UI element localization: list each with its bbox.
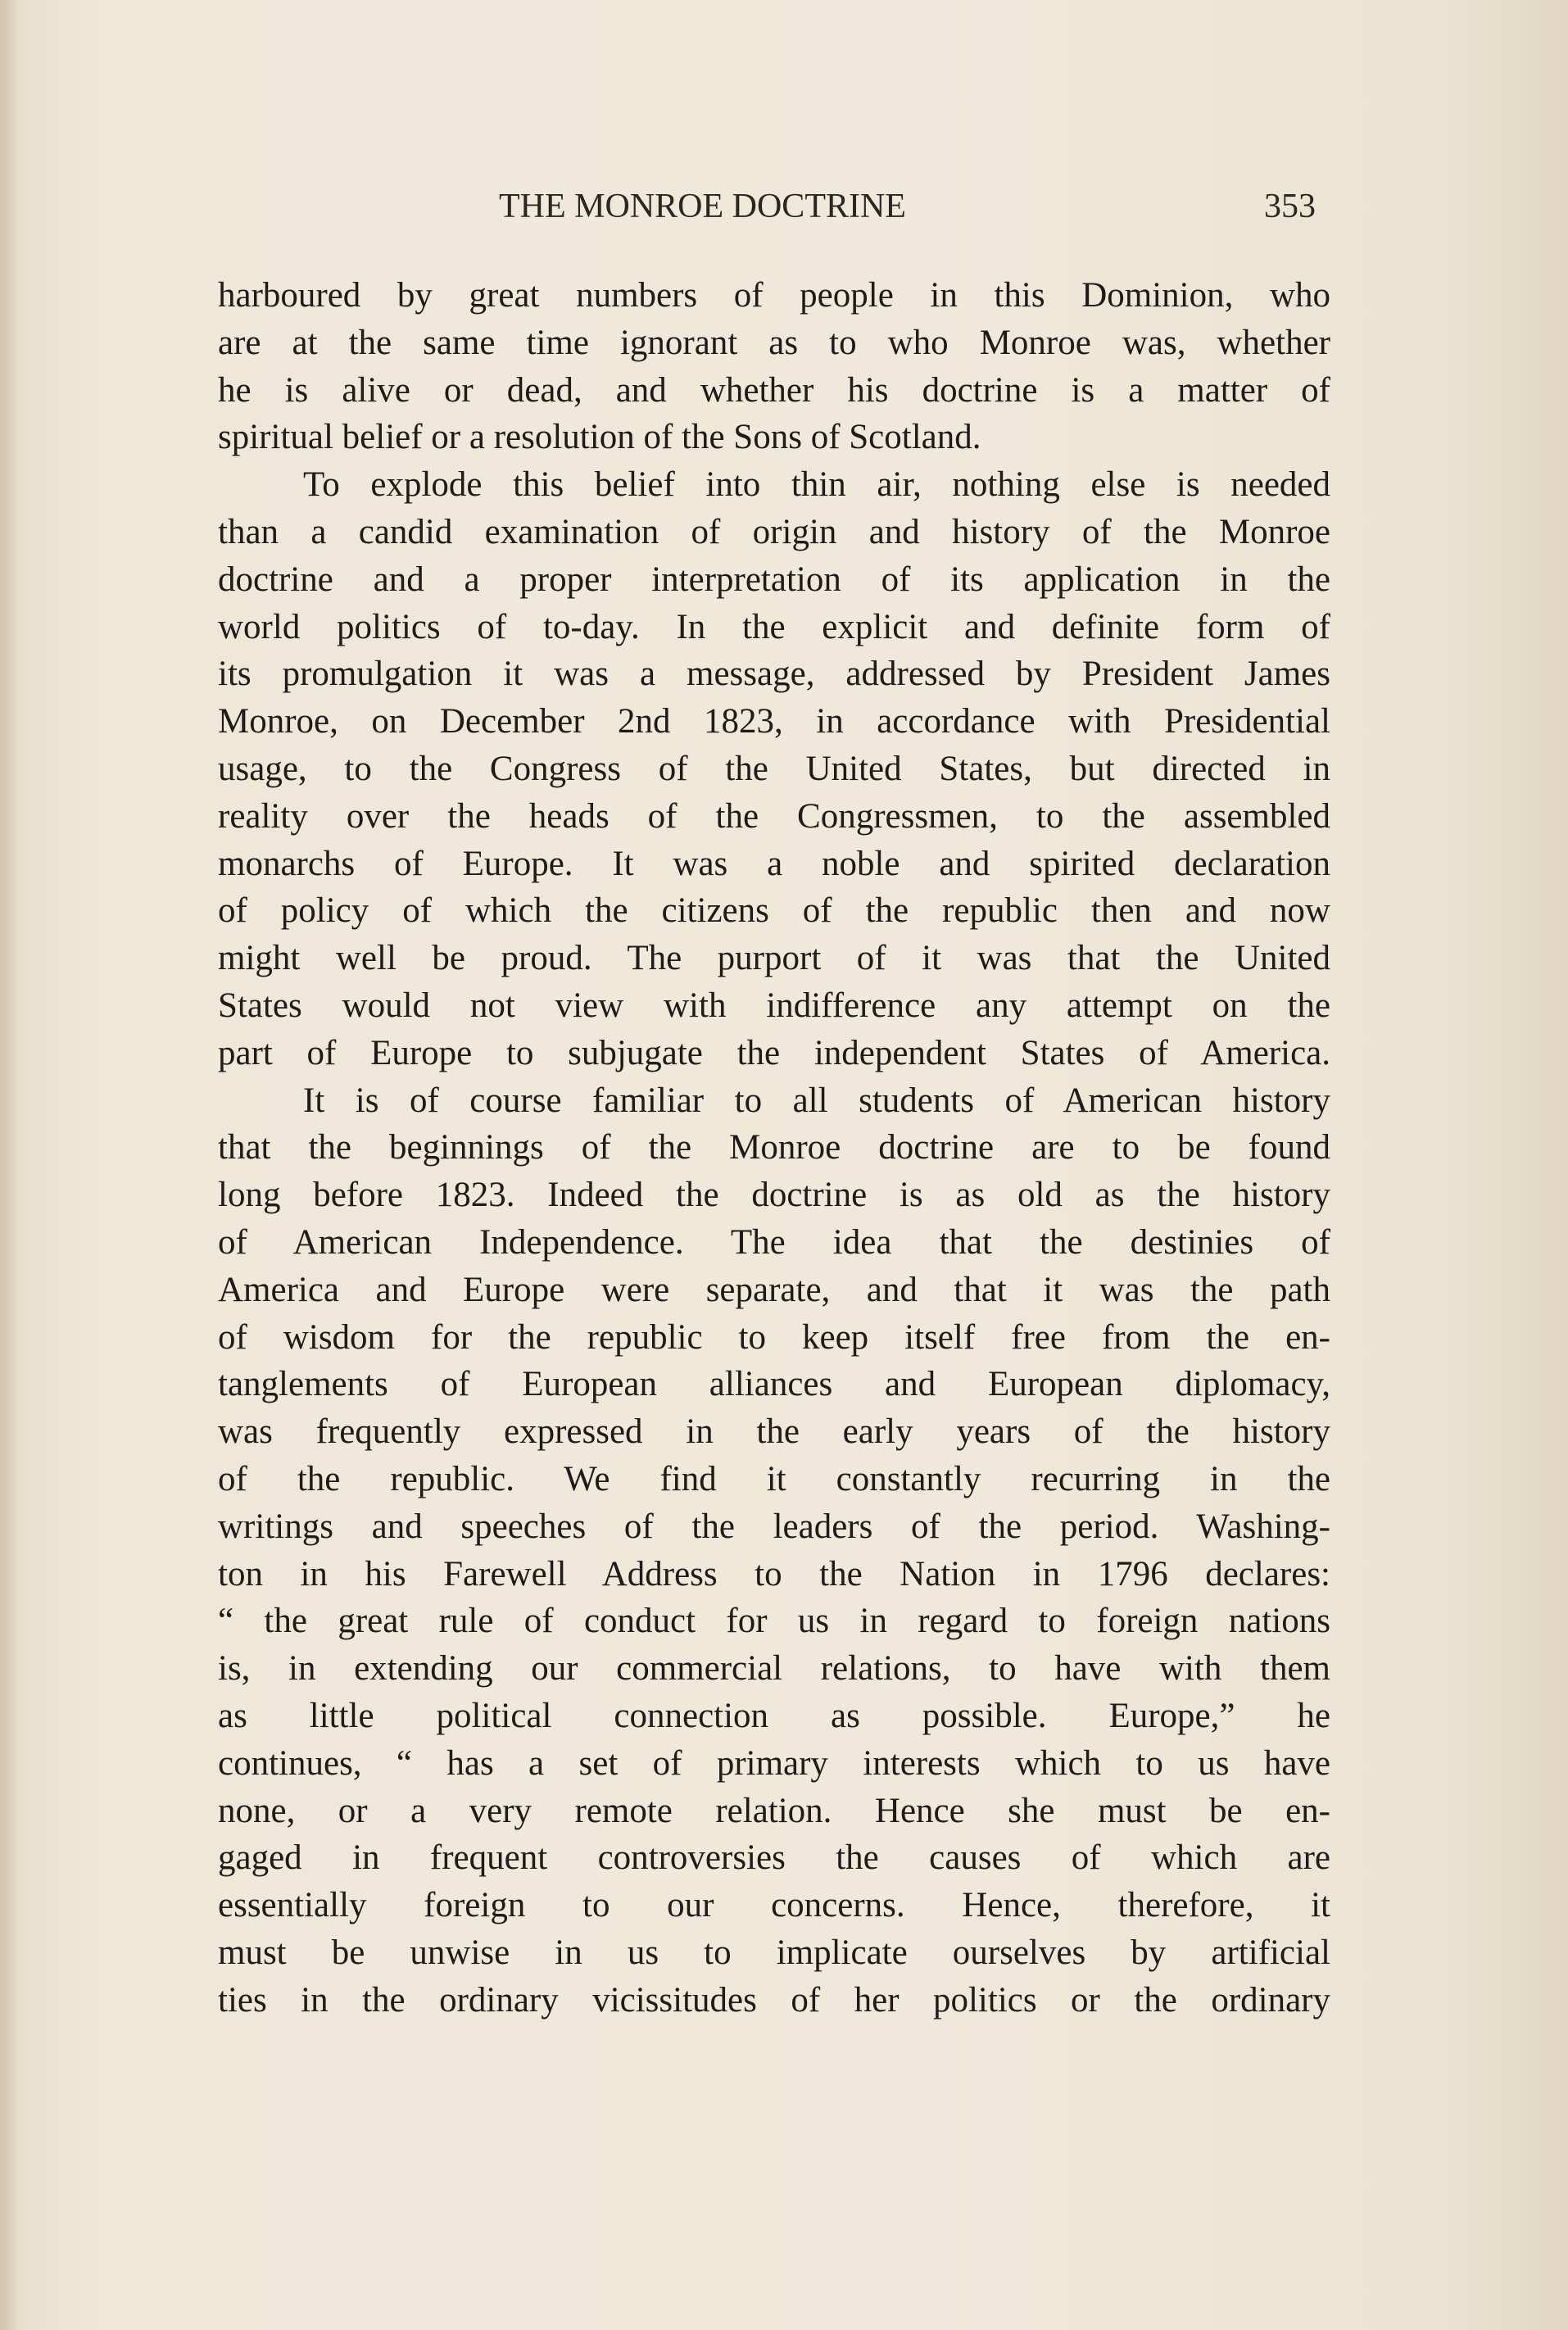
text-line: It is of course familiar to all students of American history bbox=[303, 1081, 1330, 1120]
text-line: part of Europe to subjugate the independent States of America. bbox=[218, 1033, 1330, 1072]
text-line: of the republic. We find it constantly recurring in the bbox=[218, 1459, 1330, 1498]
text-line: gaged in frequent controversies the causes of which are bbox=[218, 1838, 1330, 1878]
text-line: none, or a very remote relation. Hence she must be en- bbox=[218, 1791, 1330, 1830]
text-line: its promulgation it was a message, addressed by President James bbox=[218, 655, 1330, 694]
text-line: America and Europe were separate, and that it was the path bbox=[218, 1270, 1330, 1309]
text-line: ties in the ordinary vicissitudes of her politics or the ordinary bbox=[218, 1980, 1330, 2019]
text-line: monarchs of Europe. It was a noble and spirited declaration bbox=[218, 844, 1330, 883]
text-line: he is alive or dead, and whether his doctrine is a matter of bbox=[218, 370, 1330, 410]
text-line: world politics of to-day. In the explicit and definite form of bbox=[218, 607, 1330, 646]
text-line: must be unwise in us to implicate ourselves by artificial bbox=[218, 1933, 1330, 1972]
text-line: of policy of which the citizens of the republic then and now bbox=[218, 891, 1330, 931]
text-line: is, in extending our commercial relations, to have with them bbox=[218, 1649, 1330, 1689]
text-line: of wisdom for the republic to keep itself free from the en- bbox=[218, 1317, 1330, 1357]
text-line: that the beginnings of the Monroe doctrine are to be found bbox=[218, 1128, 1330, 1167]
text-line: ton in his Farewell Address to the Nation in 1796 declares: bbox=[218, 1554, 1330, 1593]
text-line: tanglements of European alliances and European diplomacy, bbox=[218, 1365, 1330, 1404]
text-line: To explode this belief into thin air, nothing else is needed bbox=[303, 465, 1330, 505]
text-line: doctrine and a proper interpretation of its application in the bbox=[218, 560, 1330, 599]
text-line: was frequently expressed in the early years of the history bbox=[218, 1412, 1330, 1452]
text-line: States would not view with indifference any attempt on the bbox=[218, 986, 1330, 1025]
body-text bbox=[218, 272, 1330, 2024]
text-line: “ the great rule of conduct for us in regard to foreign nations bbox=[218, 1602, 1330, 1641]
text-line: are at the same time ignorant as to who Monroe was, whether bbox=[218, 323, 1330, 362]
text-line: as little political connection as possible. Europe,” he bbox=[218, 1696, 1330, 1735]
text-line: continues, “ has a set of primary interests which to us have bbox=[218, 1743, 1330, 1783]
text-line: writings and speeches of the leaders of the period. Washing- bbox=[218, 1507, 1330, 1546]
text-line: of American Independence. The idea that the destinies of bbox=[218, 1222, 1330, 1262]
text-line: usage, to the Congress of the United States, but directed in bbox=[218, 749, 1330, 788]
text-line: than a candid examination of origin and history of the Monroe bbox=[218, 512, 1330, 551]
text-line: reality over the heads of the Congressmen, to the assembled bbox=[218, 796, 1330, 836]
text-line: essentially foreign to our concerns. Hence, therefore, it bbox=[218, 1886, 1330, 1925]
text-line: Monroe, on December 2nd 1823, in accordance with Presidential bbox=[218, 702, 1330, 741]
text-line: harboured by great numbers of people in this Dominion, who bbox=[218, 276, 1330, 315]
running-head-title: THE MONROE DOCTRINE bbox=[499, 188, 906, 225]
running-head bbox=[218, 187, 1316, 244]
page-number: 353 bbox=[1264, 188, 1316, 225]
text-line: spiritual belief or a resolution of the Sons of Scotland. bbox=[218, 418, 981, 457]
page-gutter-shadow bbox=[0, 0, 18, 2330]
text-line: long before 1823. Indeed the doctrine is as old as the history bbox=[218, 1176, 1330, 1215]
text-line: might well be proud. The purport of it was that the United bbox=[218, 939, 1330, 978]
